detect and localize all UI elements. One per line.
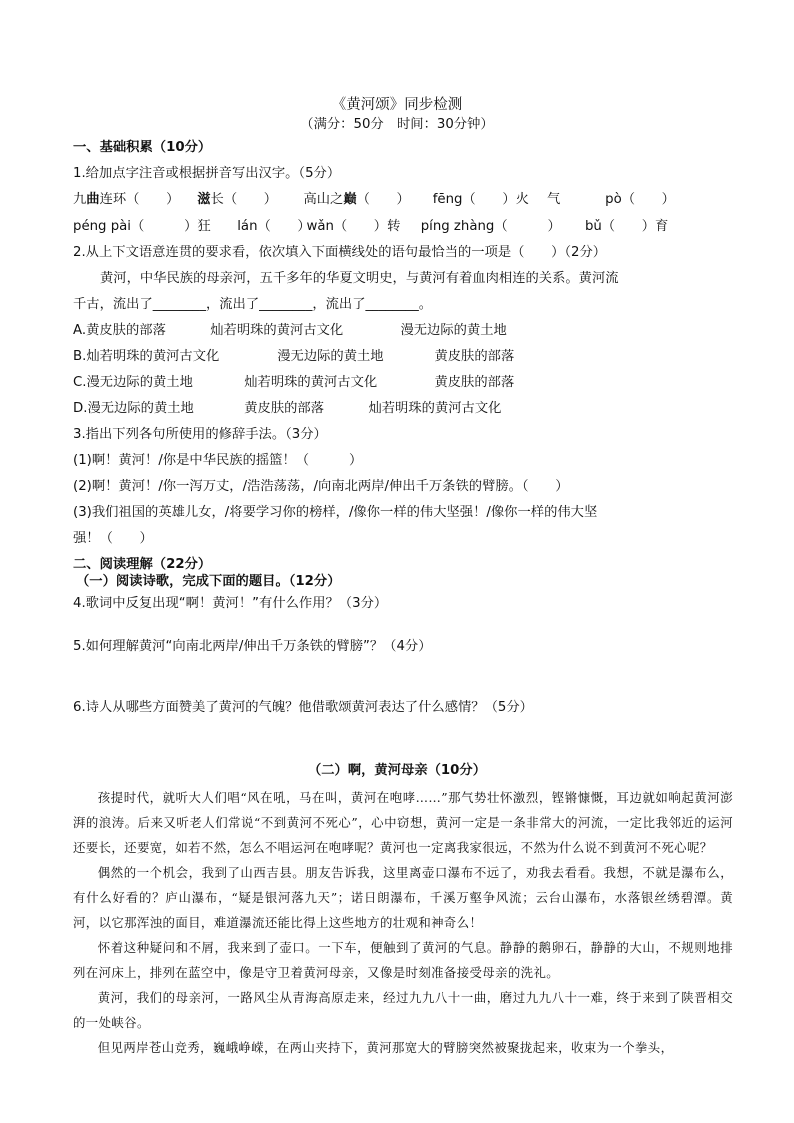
- q6: 6.诗人从哪些方面赞美了黄河的气魄？他借歌颂黄河表达了什么感情？（5分）: [73, 700, 533, 715]
- q1-item-2: 滋长（ ）: [197, 192, 278, 207]
- q1-row2-item-1: péng pài（ ）狂: [73, 219, 211, 234]
- option-part: 黄皮肤的部落: [434, 349, 515, 364]
- part1-heading: （一）阅读诗歌，完成下面的题目。（12分）: [76, 574, 341, 589]
- option-part: D.漫无边际的黄土地: [73, 401, 194, 416]
- q2-option-b: [73, 348, 734, 366]
- q3-item-3: (3)我们祖国的英雄儿女，/将要学习你的榜样，/像你一样的伟大坚强！/像你一样的伟大坚: [73, 505, 598, 520]
- page-subtitle: （满分：50分 时间：30分钟）: [300, 117, 494, 132]
- q1-row2: [73, 218, 734, 236]
- option-part: C.漫无边际的黄土地: [73, 375, 193, 390]
- q3-item-2: (2)啊！黄河！/你一泻万丈，/浩浩荡荡，/向南北两岸/伸出千万条铁的臂膀。（ ）: [73, 479, 569, 494]
- q4: 4.歌词中反复出现“啊！黄河！”有什么作用？（3分）: [73, 596, 388, 611]
- passage-paragraph: 孩提时代，就听大人们唱“风在吼，马在叫，黄河在咆哮……”那气势壮怀激烈，铿锵慷慨，耳边就如响起黄河澎湃的浪涛。后来又听老人们常说“不到黄河不死心”，心中窃想，黄河一定是一条非常大的河流，一定比我邻近的运河还要长，还要宽，如若不然，怎么不唱运河在咆哮呢？黄河也一定离我家很远，不然为什么说不到黄河不死心呢？: [73, 790, 733, 855]
- q1-row2-item-4: píng zhàng（ ）: [420, 219, 561, 234]
- q1-item-1: 九曲连环（ ）: [73, 192, 180, 207]
- option-part: B.灿若明珠的黄河古文化: [73, 349, 220, 364]
- part2-heading: （二）啊，黄河母亲（10分）: [307, 763, 487, 778]
- passage-paragraph: 偶然的一个机会，我到了山西吉县。朋友告诉我，这里离壶口瀑布不远了，劝我去看看。我想，不就是瀑布么，有什么好看的？庐山瀑布，“疑是银河落九天”；诺日朗瀑布，千溪万壑争风流；云台山瀑布，水落银丝绣碧潭。黄河，以它那浑浊的面目，难道瀑流还能比得上这些地方的壮观和神奇么！: [73, 865, 733, 930]
- q2-option-a: [73, 322, 734, 340]
- q1-row1: [73, 191, 734, 209]
- q1-row2-item-5: bǔ（ ）育: [584, 219, 669, 234]
- q2-para-line2: 千古，流出了________，流出了________，流出了________。: [73, 297, 433, 312]
- option-part: 黄皮肤的部落: [434, 375, 515, 390]
- passage: [73, 785, 733, 1060]
- passage-paragraph: 但见两岸苍山竞秀，巍峨峥嵘，在两山夹持下，黄河那宽大的臂膀突然被聚拢起来，收束为一个拳头，: [97, 1040, 674, 1055]
- option-part: 黄皮肤的部落: [244, 401, 325, 416]
- section1-heading: 一、基础积累（10分）: [73, 140, 212, 155]
- option-part: A.黄皮肤的部落: [73, 323, 166, 338]
- q2-option-c: [73, 374, 734, 392]
- passage-paragraph: 黄河，我们的母亲河，一路风尘从青海高原走来，经过九九八十一曲，磨过九九八十一难，终于来到了陕晋相交的一处峡谷。: [73, 990, 733, 1030]
- q2-option-d: [73, 400, 734, 418]
- q2-stem: 2.从上下文语意连贯的要求看，依次填入下面横线处的语句最恰当的一项是（ ）（2分）: [73, 245, 607, 260]
- q3-item-3-cont: 强！（ ）: [73, 531, 153, 546]
- option-part: 漫无边际的黄土地: [400, 323, 507, 338]
- q1-item-4: fēng（ ）火: [432, 192, 529, 207]
- q1-stem: 1.给加点字注音或根据拼音写出汉字。（5分）: [73, 166, 341, 181]
- q5: 5.如何理解黄河“向南北两岸/伸出千万条铁的臂膀”？（4分）: [73, 639, 432, 654]
- option-part: 灿若明珠的黄河古文化: [368, 401, 502, 416]
- page-title: 《黄河颂》同步检测: [331, 97, 463, 113]
- passage-paragraph: 怀着这种疑问和不屑，我来到了壶口。一下车，便触到了黄河的气息。静静的鹅卵石，静静的大山，不规则地排列在河床上，排列在蓝空中，像是守卫着黄河母亲，又像是时刻准备接受母亲的洗礼。: [73, 940, 733, 980]
- option-part: 灿若明珠的黄河古文化: [244, 375, 378, 390]
- q1-item-5: 气: [546, 192, 561, 207]
- q1-row2-item-3: wǎn（ ）转: [306, 219, 401, 234]
- q1-item-3: 高山之巅（ ）: [303, 192, 410, 207]
- option-part: 灿若明珠的黄河古文化: [210, 323, 344, 338]
- q1-item-6: pò（ ）: [605, 192, 675, 207]
- section2-heading: 二、阅读理解（22分）: [73, 557, 212, 572]
- q3-item-1: (1)啊！黄河！/你是中华民族的摇篮！（ ）: [73, 453, 363, 468]
- option-part: 漫无边际的黄土地: [277, 349, 384, 364]
- q1-row2-item-2: lán（ ）: [237, 219, 311, 234]
- q3-stem: 3.指出下列各句所使用的修辞手法。（3分）: [73, 427, 327, 442]
- q2-para-line1: 黄河，中华民族的母亲河，五千多年的华夏文明史，与黄河有着血肉相连的关系。黄河流: [100, 271, 619, 286]
